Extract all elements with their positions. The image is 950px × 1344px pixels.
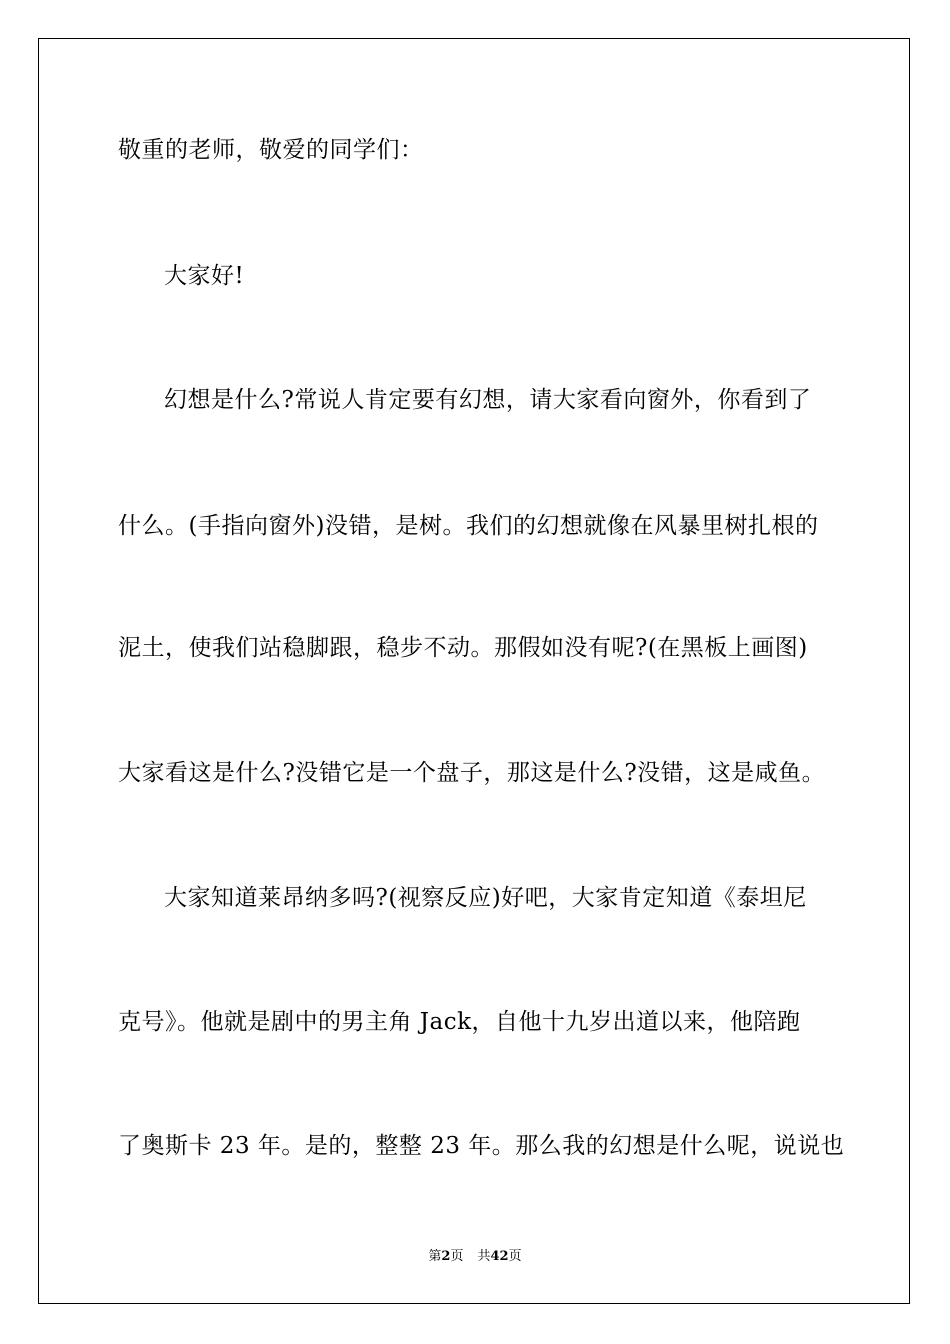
total-pages: 42 <box>490 1249 509 1264</box>
total-prefix: 共 <box>477 1249 491 1264</box>
paragraph-2-line-1: 大家知道莱昂纳多吗?(视察反应)好吧，大家肯定知道《泰坦尼 <box>164 885 807 911</box>
page-prefix: 第 <box>428 1249 442 1264</box>
paragraph-1-line-2: 什么。(手指向窗外)没错，是树。我们的幻想就像在风暴里树扎根的 <box>118 513 819 539</box>
page-suffix: 页 <box>450 1249 464 1264</box>
page-border <box>38 38 910 1304</box>
paragraph-2-line-2: 克号》。他就是剧中的男主角 Jack，自他十九岁出道以来，他陪跑 <box>118 1009 801 1035</box>
page-number: 2 <box>441 1249 451 1264</box>
paragraph-1-line-3: 泥土，使我们站稳脚跟，稳步不动。那假如没有呢?(在黑板上画图) <box>118 635 808 661</box>
greeting-line: 大家好! <box>164 263 245 289</box>
page-footer <box>0 1248 950 1266</box>
paragraph-2-line-3: 了奥斯卡 23 年。是的，整整 23 年。那么我的幻想是什么呢，说说也 <box>118 1133 845 1159</box>
total-suffix: 页 <box>508 1249 522 1264</box>
paragraph-1-line-4: 大家看这是什么?没错它是一个盘子，那这是什么?没错，这是咸鱼。 <box>118 760 826 786</box>
salutation-line: 敬重的老师，敬爱的同学们： <box>118 137 424 163</box>
paragraph-1-line-1: 幻想是什么?常说人肯定要有幻想，请大家看向窗外，你看到了 <box>164 387 812 413</box>
